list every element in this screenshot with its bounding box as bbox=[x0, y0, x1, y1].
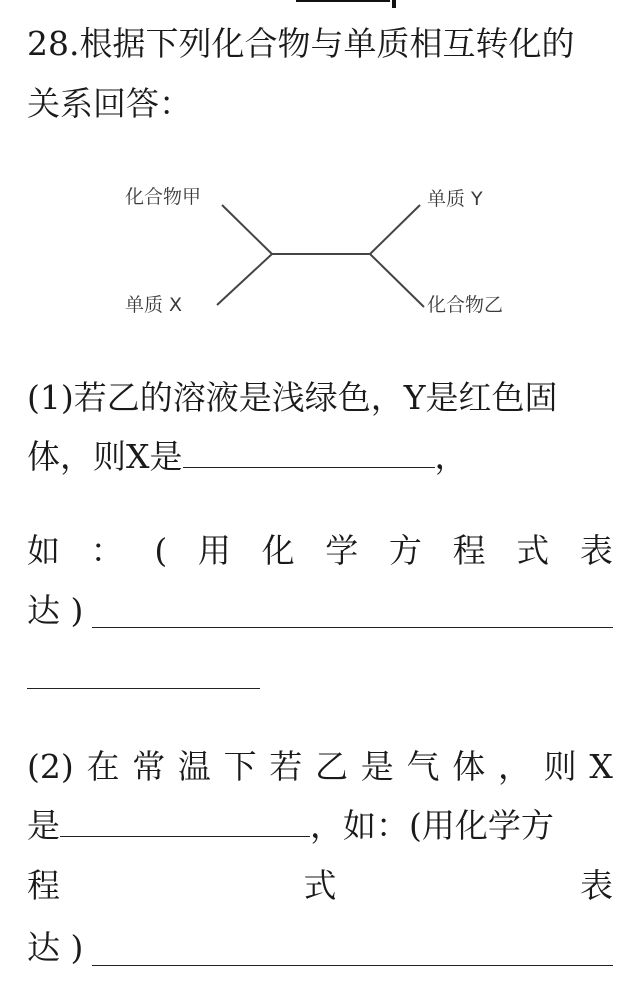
part1-line3-char: 方 bbox=[388, 531, 422, 570]
part1-line3-char: 表 bbox=[579, 531, 613, 570]
line-junction-to-y bbox=[370, 205, 420, 254]
part1-line3-char: 学 bbox=[325, 531, 359, 570]
part2-line4-prefix: 达 ) bbox=[27, 928, 84, 967]
part1-line3-char: ( bbox=[154, 531, 168, 570]
transformation-diagram bbox=[0, 170, 640, 330]
answer-blank-equation1a[interactable] bbox=[92, 627, 613, 628]
part1-line1: (1)若乙的溶液是浅绿色，Y是红色固 bbox=[27, 378, 558, 417]
part1-line3-char: 化 bbox=[261, 531, 295, 570]
part2-line1-char: 在 bbox=[86, 747, 120, 786]
top-crop-mark bbox=[392, 0, 396, 8]
part1-line3-char: 式 bbox=[516, 531, 550, 570]
part1-line3-char: 如 bbox=[27, 531, 60, 570]
part2-line3-char: 式 bbox=[303, 866, 337, 905]
part2-line1-char: 常 bbox=[132, 747, 166, 786]
part1-line2-suffix: ， bbox=[434, 437, 468, 476]
part1-line2-prefix: 体，则X是 bbox=[27, 437, 183, 476]
label-compound-yi: 化合物乙 bbox=[427, 294, 504, 316]
part2-line3-char: 程 bbox=[27, 866, 60, 905]
part2-line1-char: 是 bbox=[360, 747, 394, 786]
part2-line1 bbox=[27, 747, 613, 787]
part2-line2 bbox=[27, 806, 554, 846]
part2-line1-char: 温 bbox=[177, 747, 211, 786]
line-x-to-junction bbox=[217, 254, 272, 305]
line-junction-to-yi bbox=[370, 254, 424, 307]
part2-line1-char: 体 bbox=[452, 747, 486, 786]
answer-blank-equation2[interactable] bbox=[92, 965, 613, 966]
part1-line3-char: 程 bbox=[452, 531, 486, 570]
part2-line2-prefix: 是 bbox=[27, 806, 60, 845]
label-element-x: 单质 X bbox=[125, 294, 183, 316]
part2-line1-char: (2) bbox=[27, 747, 74, 786]
part2-line3 bbox=[27, 866, 613, 906]
top-crop-artifact bbox=[296, 0, 390, 2]
part2-line4 bbox=[27, 928, 83, 968]
part1-line2 bbox=[27, 437, 468, 477]
part1-line3-char: ： bbox=[90, 531, 124, 570]
line-jia-to-junction bbox=[222, 205, 272, 254]
part2-line3-char: 表 bbox=[580, 866, 613, 905]
part2-line1-char: ， bbox=[497, 747, 531, 786]
question-title-line1: 28.根据下列化合物与单质相互转化的 bbox=[27, 24, 575, 63]
answer-blank-equation1b[interactable] bbox=[27, 688, 260, 689]
question-title-line2: 关系回答： bbox=[27, 84, 192, 123]
part2-line1-char: 气 bbox=[406, 747, 440, 786]
answer-blank-x2[interactable] bbox=[60, 806, 310, 837]
part2-line1-char: 则 bbox=[543, 747, 577, 786]
part1-line3-char: 用 bbox=[197, 531, 231, 570]
answer-blank-x1[interactable] bbox=[183, 437, 435, 468]
part2-line1-char: 若 bbox=[269, 747, 303, 786]
part1-line4 bbox=[27, 591, 83, 631]
part2-line1-char: 乙 bbox=[315, 747, 349, 786]
part1-line3 bbox=[27, 531, 613, 571]
part2-line1-char: 下 bbox=[223, 747, 257, 786]
part2-line1-char: X bbox=[589, 747, 613, 786]
label-element-y: 单质 Y bbox=[427, 188, 483, 210]
part2-line2-suffix: ，如：(用化学方 bbox=[310, 806, 554, 845]
diagram-connector-lines bbox=[217, 205, 424, 307]
label-compound-jia: 化合物甲 bbox=[125, 186, 202, 208]
part1-line4-prefix: 达 ) bbox=[27, 591, 84, 630]
